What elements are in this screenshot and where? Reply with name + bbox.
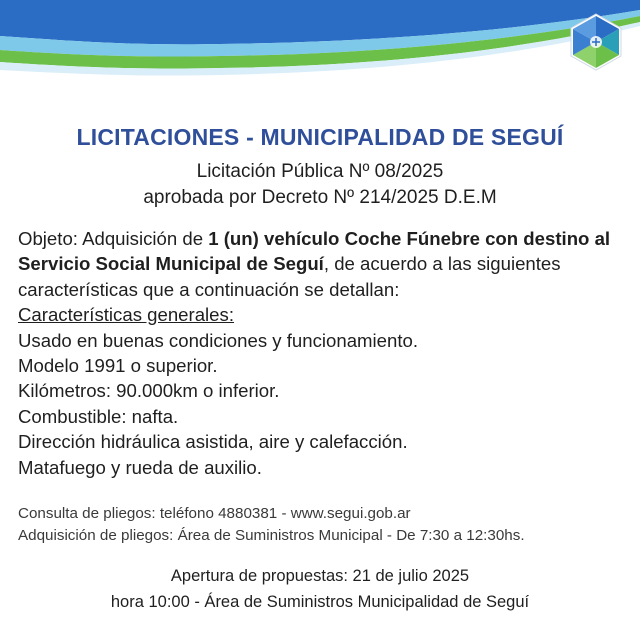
objeto-bold: 1 (un) vehículo Coche Fúnebre con destino al Servicio Social Municipal de Seguí (18, 228, 611, 275)
decreto-line: aprobada por Decreto Nº 214/2025 D.E.M (143, 187, 497, 208)
body-text (18, 226, 623, 480)
apertura-line: Apertura de propuestas: 21 de julio 2025 (170, 567, 470, 585)
list-item: Usado en buenas condiciones y funcionamiento. (18, 329, 419, 351)
objeto-paragraph (18, 226, 623, 302)
caracteristicas-heading: Características generales: (18, 304, 234, 326)
apertura-hora-line: hora 10:00 - Área de Suministros Municipalidad de Seguí (110, 593, 530, 611)
objeto-suffix: , de acuerdo a las siguientes características que a continuación se detallan: (18, 253, 561, 300)
wave-banner (0, 0, 640, 90)
list-item: Modelo 1991 o superior. (18, 355, 218, 377)
page-title: LICITACIONES - MUNICIPALIDAD DE SEGUÍ (76, 124, 564, 150)
objeto-prefix: Objeto: Adquisición de (18, 228, 209, 249)
list-item: Combustible: nafta. (18, 405, 179, 427)
list-item: Kilómetros: 90.000km o inferior. (18, 380, 280, 402)
list-item: Dirección hidráulica asistida, aire y calefacción. (18, 431, 408, 453)
list-item: Matafuego y rueda de auxilio. (18, 456, 262, 478)
consulta-line: Consulta de pliegos: teléfono 4880381 - www.segui.gob.ar (18, 505, 411, 522)
municipal-logo-icon (566, 12, 626, 72)
licitacion-number: Licitación Pública Nº 08/2025 (196, 161, 444, 182)
adquisicion-line: Adquisición de pliegos: Área de Suministros Municipal - De 7:30 a 12:30hs. (18, 527, 525, 544)
